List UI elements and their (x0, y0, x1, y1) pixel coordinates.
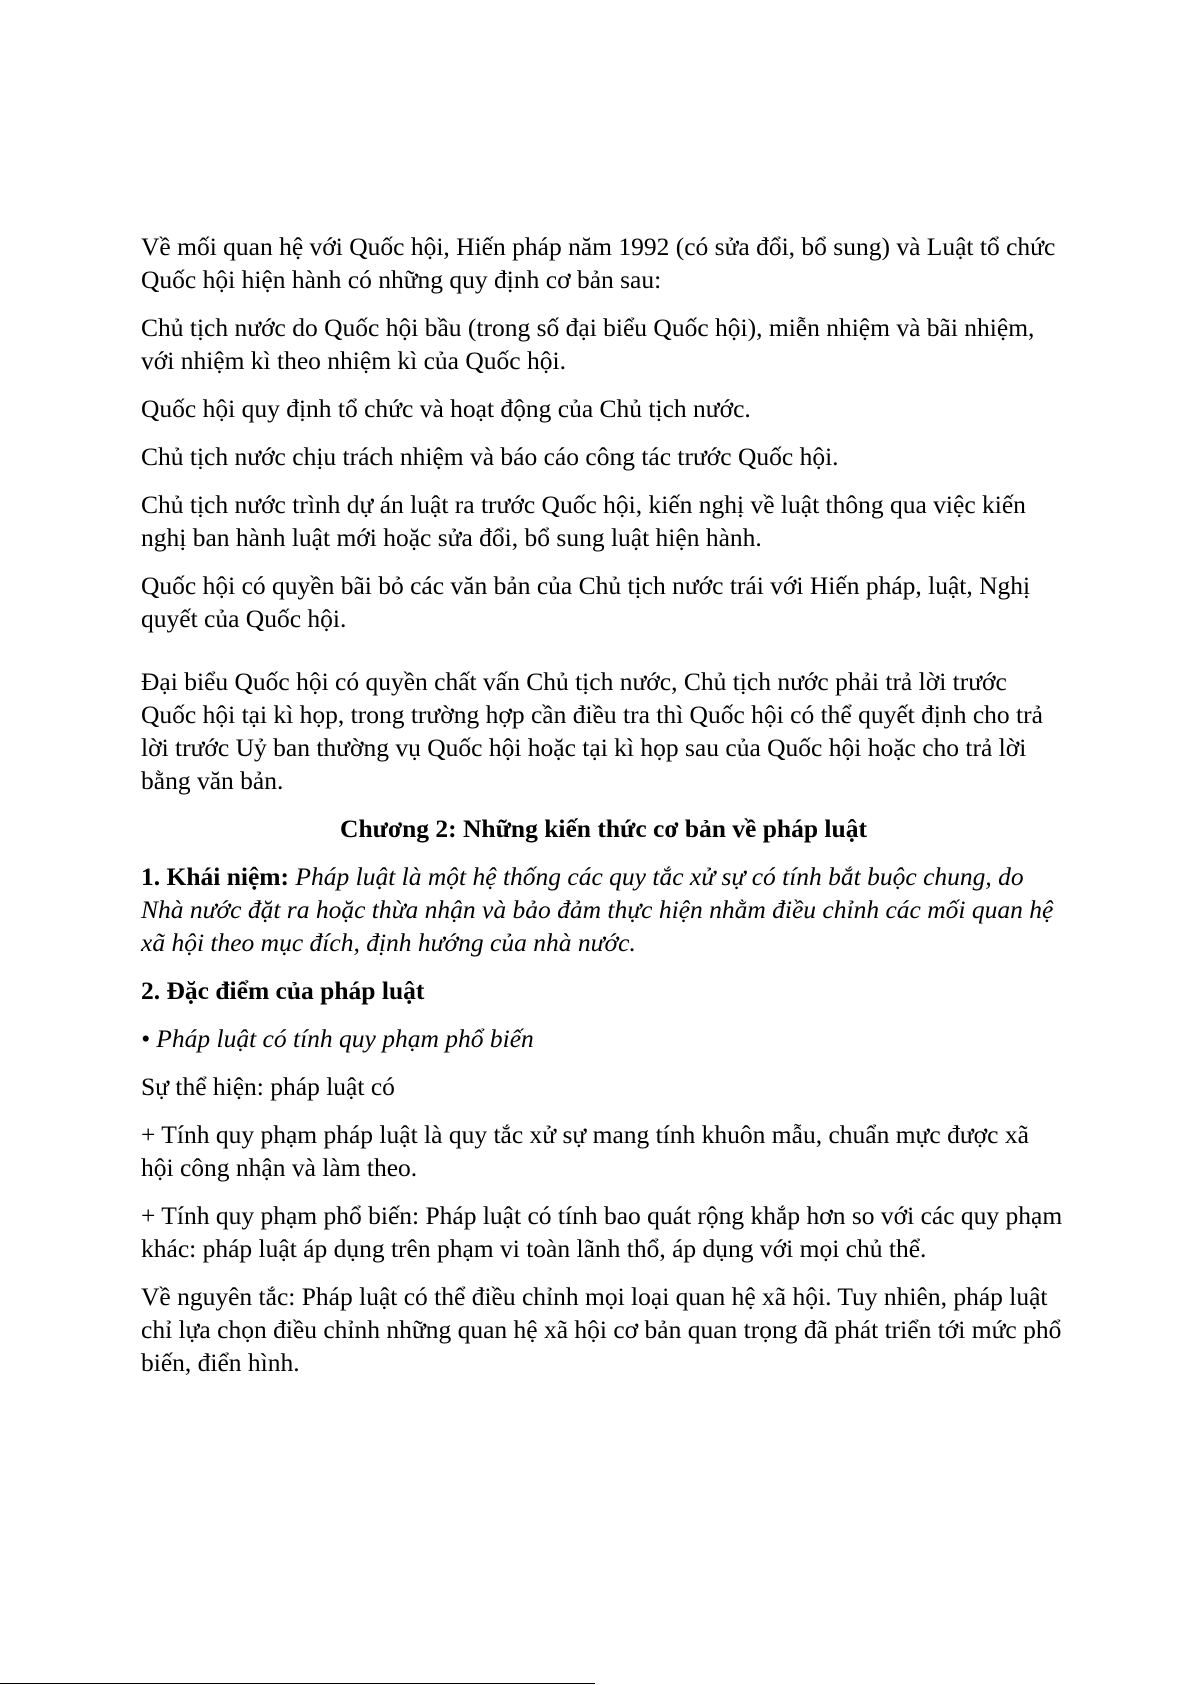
paragraph: Quốc hội có quyền bãi bỏ các văn bản của Chủ tịch nước trái với Hiến pháp, luật, Nghị quyết của Quốc hội. (141, 571, 1031, 633)
paragraph: Về mối quan hệ với Quốc hội, Hiến pháp năm 1992 (có sửa đổi, bổ sung) và Luật tổ chức Quốc hội hiện hành có những quy định cơ bản sau: (141, 232, 1056, 294)
paragraph: + Tính quy phạm phổ biến: Pháp luật có tính bao quát rộng khắp hơn so với các quy phạm khác: pháp luật áp dụng trên phạm vi toàn lãnh thổ, áp dụng với mọi chủ thể. (141, 1201, 1063, 1263)
section-heading: 2. Đặc điểm của pháp luật (141, 976, 425, 1005)
chapter-title: Chương 2: Những kiến thức cơ bản về pháp luật (340, 814, 867, 843)
paragraph: Quốc hội quy định tổ chức và hoạt động của Chủ tịch nước. (141, 394, 751, 423)
footer-rule (0, 1683, 595, 1684)
paragraph: Về nguyên tắc: Pháp luật có thể điều chỉnh mọi loại quan hệ xã hội. Tuy nhiên, pháp luật chỉ lựa chọn điều chỉnh những quan hệ xã hội cơ bản quan trọng đã phát triển tới mức phổ biến, điển hình. (141, 1282, 1062, 1377)
paragraph: Sự thể hiện: pháp luật có (141, 1072, 395, 1101)
paragraph: Chủ tịch nước trình dự án luật ra trước Quốc hội, kiến nghị về luật thông qua việc kiến nghị ban hành luật mới hoặc sửa đổi, bổ sung luật hiện hành. (141, 490, 1026, 552)
page-content (141, 230, 1066, 1394)
paragraph: Đại biểu Quốc hội có quyền chất vấn Chủ tịch nước, Chủ tịch nước phải trả lời trước Quốc hội tại kì họp, trong trường hợp cần điều tra thì Quốc hội có thể quyết định cho trả lời trước Uỷ ban thường vụ Quốc hội hoặc tại kì họp sau của Quốc hội hoặc cho trả lời bằng văn bản. (141, 667, 1043, 795)
feature-bullet: • Pháp luật có tính quy phạm phổ biến (141, 1024, 534, 1053)
concept-text: Pháp luật là một hệ thống các quy tắc xử sự có tính bắt buộc chung, do Nhà nước đặt ra hoặc thừa nhận và bảo đảm thực hiện nhằm điều chỉnh các mối quan hệ xã hội theo mục đích, định hướng của nhà nước. (141, 862, 1054, 957)
paragraph: Chủ tịch nước chịu trách nhiệm và báo cáo công tác trước Quốc hội. (141, 442, 839, 471)
paragraph: + Tính quy phạm pháp luật là quy tắc xử sự mang tính khuôn mẫu, chuẩn mực được xã hội công nhận và làm theo. (141, 1120, 1029, 1182)
paragraph: Chủ tịch nước do Quốc hội bầu (trong số đại biểu Quốc hội), miễn nhiệm và bãi nhiệm, với nhiệm kì theo nhiệm kì của Quốc hội. (141, 313, 1035, 375)
concept-paragraph (141, 860, 1066, 959)
concept-label: 1. Khái niệm: (141, 862, 290, 891)
